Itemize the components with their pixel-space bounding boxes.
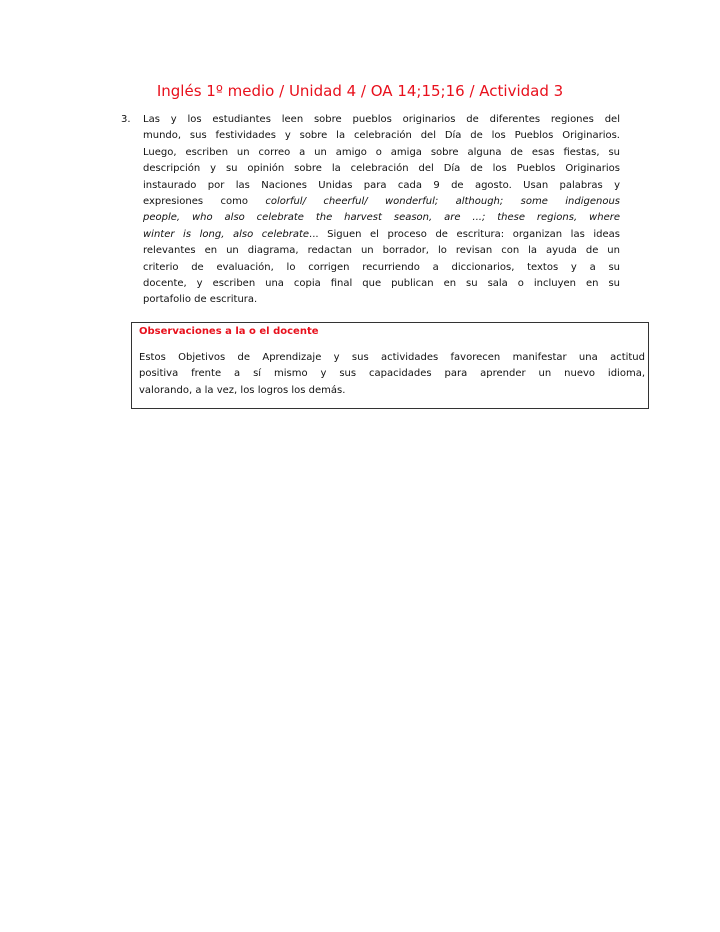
page-title: Inglés 1º medio / Unidad 4 / OA 14;15;16 / Actividad 3 [156,82,564,100]
text-segment: Luego, escriben un correo a un amigo o amiga sobre alguna de esas fiestas, su [143,146,620,158]
observations-body [139,350,645,399]
text-segment: Las y los estudiantes leen sobre pueblos originarios de diferentes regiones del [143,114,620,125]
activity-line [143,210,620,226]
activity-line [143,292,620,308]
activity-line [143,243,620,259]
activity-line [143,178,620,194]
activity-number: 3. [121,114,131,125]
activity-line [143,227,620,243]
text-segment: criterio de evaluación, lo corrigen recurriendo a diccionarios, textos y a su [143,261,620,273]
text-segment: expresiones como [143,196,266,208]
text-segment: portafolio de escritura. [143,294,258,306]
activity-line [143,112,620,128]
activity-description [143,112,620,309]
activity-line [143,161,620,177]
example-expression: colorful/ cheerful/ wonderful; although; some indigenous [265,196,620,208]
activity-line [143,128,620,144]
text-segment: docente, y escriben una copia final que publican en su sala o incluyen en su [143,278,620,290]
example-expression: people, who also celebrate the harvest season, are ...; these regions, where [143,212,620,224]
activity-line [143,260,620,276]
text-segment: mundo, sus festividades y sobre la celebración del Día de los Pueblos Originarios. [143,130,620,142]
text-segment: ... Siguen el proceso de escritura: organizan las ideas [309,228,620,240]
observations-title: Observaciones a la o el docente [139,326,319,337]
observations-line: positiva frente a sí mismo y sus capacidades para aprender un nuevo idioma, [139,368,645,380]
text-segment: instaurado por las Naciones Unidas para cada 9 de agosto. Usan palabras y [143,179,620,191]
activity-line [143,194,620,210]
teacher-observations-box [131,322,649,409]
activity-line [143,276,620,292]
text-segment: relevantes en un diagrama, redactan un borrador, lo revisan con la ayuda de un [143,245,620,257]
observations-line: Estos Objetivos de Aprendizaje y sus actividades favorecen manifestar una actitud [139,352,645,363]
observations-line: valorando, a la vez, los logros los demás. [139,384,346,396]
example-expression: winter is long, also celebrate [143,228,310,240]
activity-line [143,145,620,161]
text-segment: descripción y su opinión sobre la celebración del Día de los Pueblos Originarios [143,163,620,175]
